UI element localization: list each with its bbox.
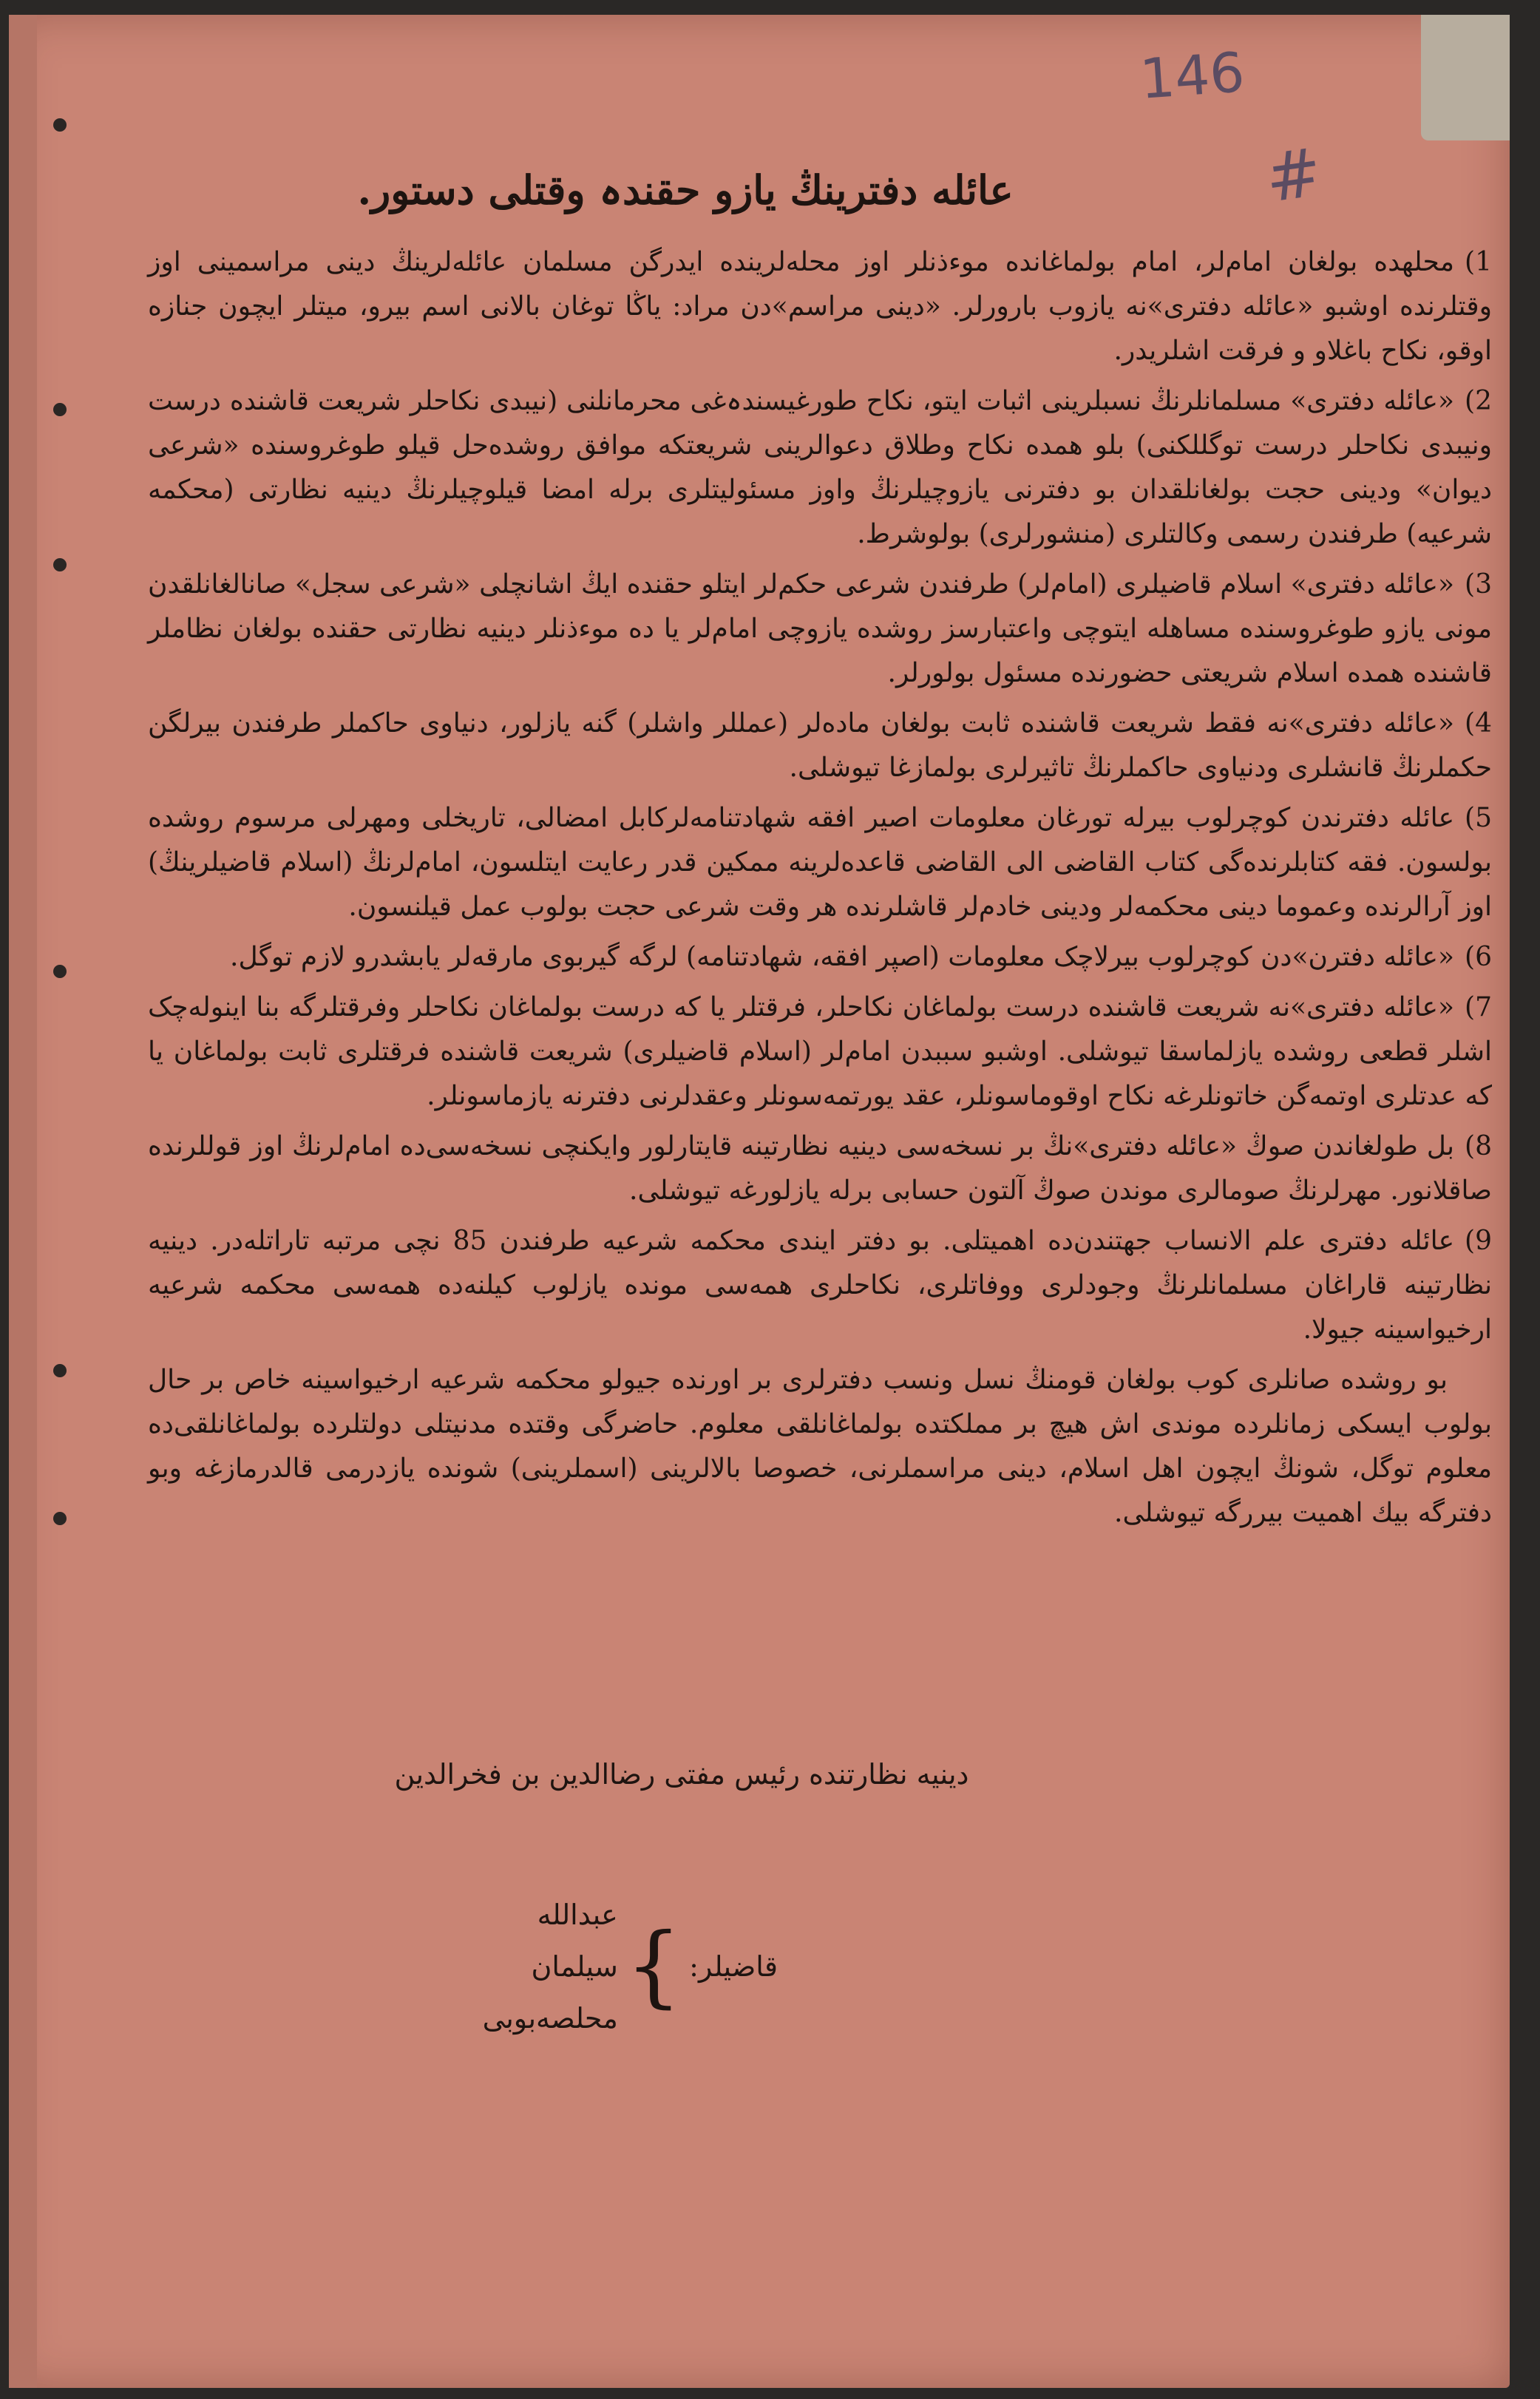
paragraph-number: 3): [1465, 569, 1492, 600]
closing-paragraph: [148, 1358, 1492, 1536]
paragraph-text: بل طولغاندن صوڭ «عائله دفتری»نڭ بر نسخه‌سی دینیه نظارتینه قایتارلور وایکنچی نسخه‌سی‌ده امام‌لرنڭ اوز قوللرنده صاقلانور. مهرلرنڭ صومالری موندن صوڭ آلتون حسابی برله یازلورغه تیوشلی.: [148, 1131, 1492, 1206]
punch-hole-icon: [53, 965, 67, 978]
judge-name: محلصه‌بوبی: [482, 2002, 618, 2035]
numbered-paragraph: [148, 1124, 1492, 1213]
numbered-paragraph: [148, 240, 1492, 373]
brace-icon: }: [625, 1915, 682, 2018]
mufti-signature-line: دینیه نظارتنده رئیس مفتی رضاالدین بن فخرالدین: [394, 1758, 969, 1791]
document-title: عائله دفترینڭ یازو حقندہ وقتلی دستور.: [357, 166, 1014, 214]
page-number: 146: [1138, 41, 1247, 112]
judges-label: قاضیلر:: [689, 1950, 778, 1983]
paragraph-number: 5): [1465, 803, 1492, 833]
paragraph-text: محلهده بولغان امام‌لر، امام بولماغانده موءذنلر اوز محله‌لرینده ایدرگن مسلمان عائله‌لرینڭ دینی مراسمینی اوز وقتلرنده اوشبو «عائله دفتری»نه یازوب بارورلر. «دینی مراسم»دن مراد: یاڭا توغان بالانی اسم بیرو، میتلر ایچون جنازه اوقو، نکاح باغلاو و فرقت اشلریدر.: [148, 247, 1492, 366]
paragraph-text: «عائله دفترن»دن کوچرلوب بیرلاچک معلومات (اصپر افقه، شهادتنامه) لرگه گیربوی مارقه‌لر یابشدرو لازم توگل.: [230, 942, 1455, 972]
numbered-paragraph: [148, 985, 1492, 1119]
paragraph-text: «عائله دفتری»نه شریعت قاشنده درست بولماغان نکاحلر، فرقتلر یا که درست بولماغان نکاحلر وفرقتلرگه بنا اینوله‌چک اشلر قطعی روشده یازلماسقا تیوشلی. اوشبو سببدن امام‌لر (اسلام قاضیلری) شریعت قاشنده فرقتلری ثابت بولماغان یا که عدتلری اوتمه‌گن خاتونلرغه نکاح اوقوماسونلر، عقد یورتمه‌سونلر وعقدلرنی دفترنه یازماسونلر.: [148, 992, 1492, 1111]
numbered-paragraph: [148, 702, 1492, 790]
numbered-paragraph: [148, 796, 1492, 929]
numbered-paragraph: [148, 379, 1492, 557]
paragraph-text: بو روشده صانلری کوب بولغان قومنڭ نسل ونسب دفترلری بر اورنده جیولو محکمه شرعیه ارخیواسینه خاص بر حال بولوب ایسکی زمانلرده موندی اش هیچ بر مملکتده بولماغانلقی معلوم. حاضرگی وقتده مدنیتلی دولتلرده بولماغانلقی‌ده معلوم توگل، شونڭ ایچون اهل اسلام، دینی مراسملرنی، خصوصا بالالرینی (اسملرینی) شونده یازدرمی قالدرمازغه وبو دفترگه بیك اهمیت بیررگه تیوشلی.: [148, 1365, 1492, 1528]
paragraph-number: 1): [1465, 247, 1492, 277]
document-sheet: [9, 15, 1510, 2388]
paragraph-text: «عائله دفتری»نه فقط شریعت قاشنده ثابت بولغان ماده‌لر (عمللر واشلر) گنه یازلور، دنیاوی حاکملر طرفندن بیرلگن حکملرنڭ قانشلری ودنیاوی حاکملرنڭ تاثیرلری بولماز‌غا تیوشلی.: [148, 708, 1492, 783]
paragraph-number: 7): [1465, 992, 1492, 1022]
folded-corner: [1421, 15, 1510, 140]
page-edge: [9, 15, 37, 2388]
paragraph-number: 8): [1465, 1131, 1492, 1161]
paragraph-number: 4): [1465, 708, 1492, 739]
paragraph-number: 2): [1465, 386, 1492, 416]
paragraph-number: 6): [1465, 942, 1492, 972]
numbered-paragraph: [148, 935, 1492, 980]
punch-hole-icon: [53, 558, 67, 571]
paragraph-text: «عائله دفتری» مسلمانلرنڭ نسبلرینی اثبات ایتو، نکاح طورغیسندہ‌غی محرمانلنی (نیبدی نکاحلر شریعت قاشنده درست ونیبدی نکاحلر درست توگللکنی) بلو همده نکاح وطلاق دعوالرینی شریعتکه موافق روشده‌حل قیلو طوغروسنده «شرعی دیوان» ودینی حجت بولغانلقدان بو دفترنی یازوچیلرنڭ واوز مسئولیتلری برله امضا قیلوچیلرنڭ دینیه نظارتی (محکمه شرعیه) طرفندن رسمی وکالتلری (منشورلری) بولوشرط.: [148, 386, 1492, 549]
numbered-paragraph: [148, 563, 1492, 696]
paragraph-text: عائله دفتری علم الانساب جهتندن‌ده اهمیتلی. بو دفتر ایندی محکمه شرعیه طرفندن 85 نچی مرتبه تاراتله‌در. دینیه نظارتینه قاراغان مسلمانلرنڭ وجودلری ووفاتلری، نکاحلری همه‌سی مونده یازلوب کیلنه‌ده همه‌سی محکمه شرعیه ارخیواسینه جیولا.: [148, 1226, 1492, 1345]
numbered-paragraph: [148, 1219, 1492, 1352]
punch-hole-icon: [53, 1364, 67, 1377]
punch-hole-icon: [53, 1512, 67, 1525]
judges-block: [445, 1889, 778, 2044]
judges-names: [445, 1889, 618, 2044]
paragraph-text: عائله دفترندن کوچرلوب بیرله تورغان معلومات اصیر افقه شهادتنامه‌لرکابل امضالی، تاریخلی ومهرلی مرسوم روشده بولسون. فقه کتابلرنده‌گی کتاب القاضی الی القاضی قاعده‌لرینه ممکین قدر رعایت ایتلسون، امام‌لرنڭ (اسلام قاضیلرینڭ) اوز آرالرنده وعموما دینی محکمه‌لر ودینی خادم‌لر قاشلرنده هر وقت شرعی حجت بولوب عمل قیلنسون.: [148, 803, 1492, 922]
judge-name: عبدالله سیلمان: [531, 1898, 618, 1983]
handwritten-mark: #: [1261, 133, 1327, 218]
punch-hole-icon: [53, 118, 67, 132]
paragraph-text: «عائله دفتری» اسلام قاضیلری (امام‌لر) طرفندن شرعی حکم‌لر ایتلو حقنده ایڭ اشانچلی «شرعی سجل» صانالغانلقدن مونی یازو طوغروسنده مساهله ایتوچی واعتبارسز روشده یازوچی امام‌لر یا ده موءذنلر دینیه نظارتی حقنده بولغان نظاملر قاشنده همده اسلام شریعتی حضورنده مسئول بولورلر.: [148, 569, 1492, 688]
paragraph-number: 9): [1465, 1226, 1492, 1256]
document-body: [148, 240, 1492, 1541]
punch-hole-icon: [53, 403, 67, 416]
